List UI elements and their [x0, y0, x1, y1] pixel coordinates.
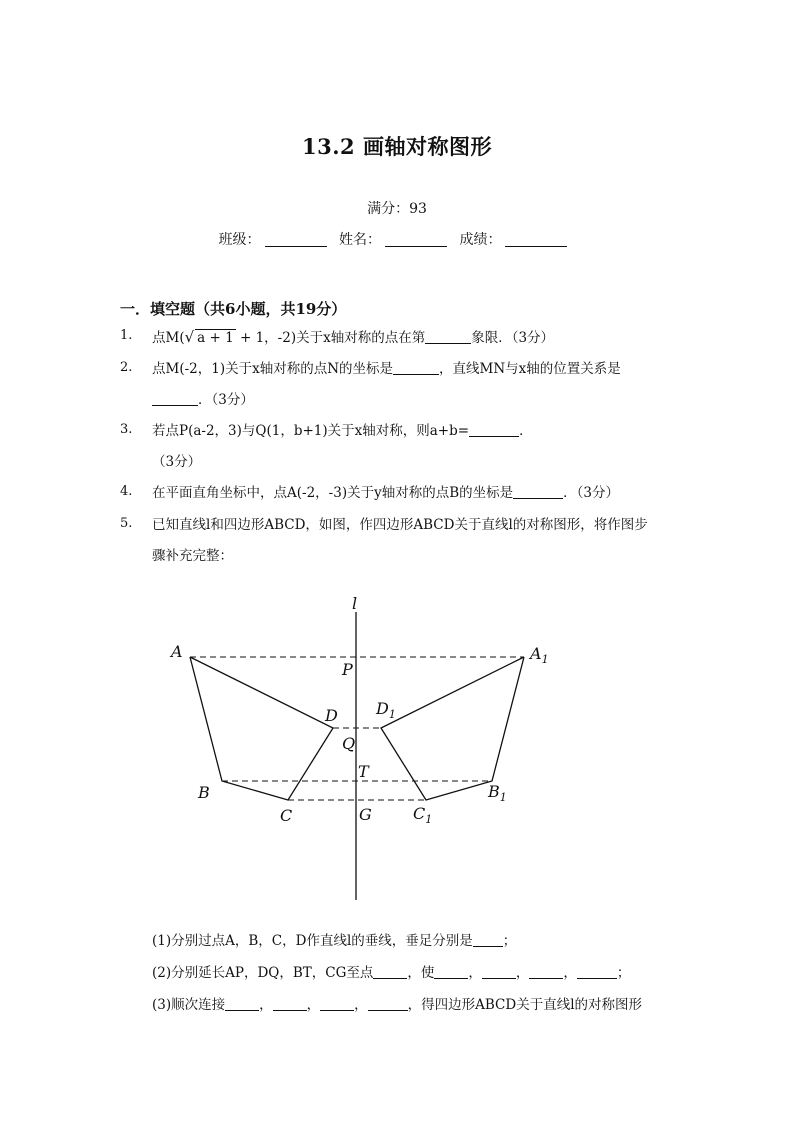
- step-2-blank-4[interactable]: [529, 965, 563, 979]
- label-l: l: [352, 594, 358, 613]
- label-D1: $D_1$: [376, 699, 396, 721]
- label-G: G: [359, 805, 372, 824]
- label-Q: Q: [342, 734, 356, 753]
- quadrilateral-ABCD: [190, 657, 333, 800]
- step-3-blank-4[interactable]: [368, 997, 408, 1011]
- label-P: P: [342, 660, 353, 679]
- name-label: 姓名：: [339, 232, 381, 248]
- step-2-blank-5[interactable]: [577, 965, 617, 979]
- step-3-text: (3)顺次连接: [152, 997, 226, 1013]
- full-score: 满分：93: [367, 201, 427, 217]
- q2-text-c: ．（3分）: [198, 392, 254, 408]
- label-D: D: [325, 706, 338, 725]
- step-2-end: ；: [616, 965, 631, 981]
- step-2-blank-3[interactable]: [482, 965, 516, 979]
- q2-text-a: 点M(-2，1)关于x轴对称的点N的坐标是: [152, 361, 394, 377]
- step-3: (3)顺次连接 ， ， ， ，得四边形ABCD关于直线l的对称图形: [152, 997, 643, 1013]
- q2-text-b: ，直线MN与x轴的位置关系是: [439, 361, 621, 377]
- q4-text-a: 在平面直角坐标中，点A(-2，-3)关于y轴对称的点B的坐标是: [152, 485, 514, 501]
- question-5-line-1: 已知直线l和四边形ABCD，如图，作四边形ABCD关于直线l的对称图形，将作图步: [152, 517, 648, 533]
- label-B: B: [198, 783, 210, 802]
- label-A: A: [171, 642, 183, 661]
- quadrilateral-A1B1C1D1: [381, 657, 524, 800]
- step-3-blank-3[interactable]: [320, 997, 354, 1011]
- q1-tail: 象限．（3分）: [471, 330, 555, 346]
- question-4-number: 4.: [120, 484, 133, 499]
- q4-text-b: ．（3分）: [563, 485, 619, 501]
- question-5-line-2: 骤补充完整：: [152, 548, 233, 564]
- question-3-number: 3.: [120, 422, 133, 437]
- q3-text-a: 若点P(a-2，3)与Q(1，b+1)关于x轴对称，则a+b=: [152, 423, 470, 439]
- question-5-number: 5.: [120, 516, 133, 531]
- step-1-blank[interactable]: [473, 933, 503, 947]
- step-1: [152, 929, 516, 949]
- q1-pre: 点M(: [152, 330, 185, 346]
- label-C: C: [280, 806, 293, 825]
- step-3-blank-2[interactable]: [273, 997, 307, 1011]
- step-2-mid: ，使: [407, 965, 435, 981]
- step-1-text: (1)分别过点A，B，C，D作直线l的垂线，垂足分别是: [152, 933, 473, 949]
- step-2-blank-1[interactable]: [373, 965, 407, 979]
- page-title: 13.2 画轴对称图形: [302, 134, 492, 159]
- q1-radical: a + 1: [197, 330, 234, 346]
- class-label: 班级：: [218, 232, 261, 248]
- step-2: (2)分别延长AP，DQ，BT，CG至点 ，使 ， ， ， ；: [152, 965, 631, 981]
- section-header: 一．填空题（共6小题，共19分）: [120, 300, 347, 318]
- step-3-end: ，得四边形ABCD关于直线l的对称图形: [407, 997, 643, 1013]
- question-1-text: 点M(√ a + 1 + 1，-2)关于x轴对称的点在第 象限．（3分）: [152, 328, 555, 346]
- step-2-text: (2)分别延长AP，DQ，BT，CG至点: [152, 965, 374, 981]
- label-T: T: [358, 762, 369, 781]
- label-B1: $B_1$: [488, 782, 507, 804]
- question-3-line-2: （3分）: [152, 454, 202, 470]
- step-2-blank-2[interactable]: [434, 965, 468, 979]
- label-C1: $C_1$: [413, 804, 433, 826]
- step-3-blank-1[interactable]: [225, 997, 259, 1011]
- step-1-end: ；: [502, 933, 517, 949]
- label-A1: $A_1$: [530, 644, 549, 666]
- q1-post: + 1，-2)关于x轴对称的点在第: [235, 330, 426, 346]
- question-1-number: 1.: [120, 328, 133, 343]
- question-2-number: 2.: [120, 360, 133, 375]
- q3-text-b: ．: [519, 423, 533, 439]
- grade-label: 成绩：: [459, 232, 502, 248]
